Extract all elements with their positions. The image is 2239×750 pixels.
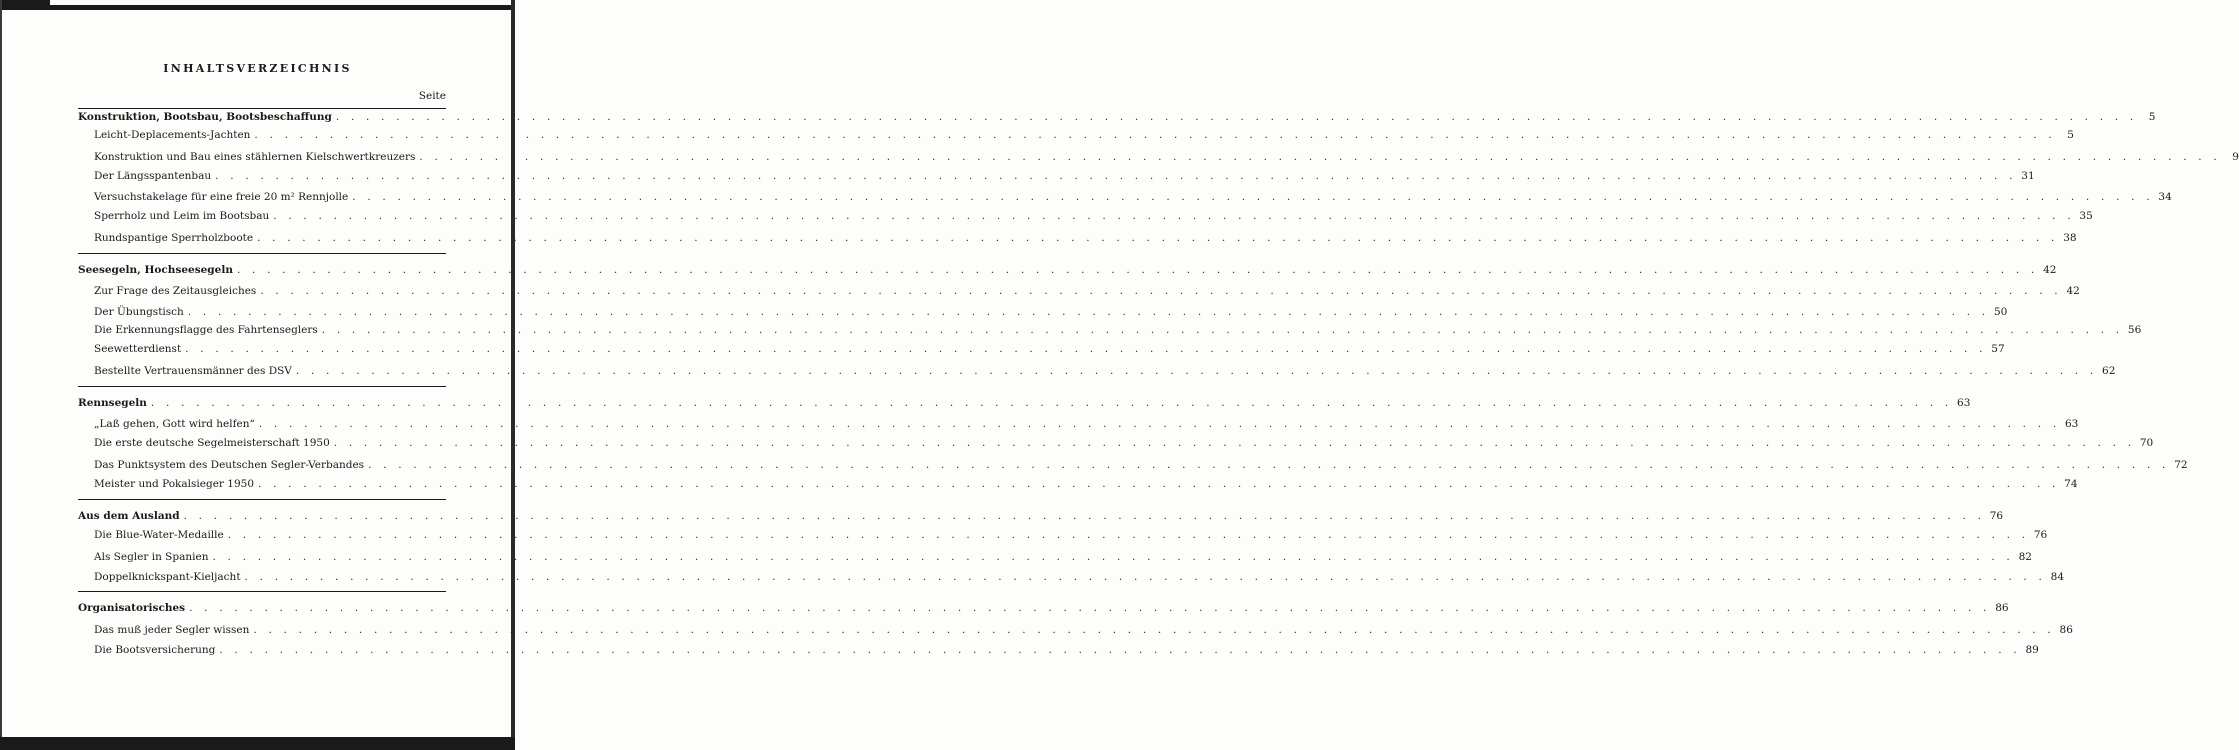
toc-entry xyxy=(94,570,2065,584)
dot-leader: . . . . . . . . . . . . . . . . . . . . . . . . . . . . . . . . . . . . . . . . . . . . . . . . . . . . . . . . . . . . . . . . . . . . . . . . . . . . . . . . . . . . . . . . . . . . . . . . . . . . . . . . . . . . . . . . . . . . . . . . xyxy=(352,191,2154,203)
entry-title: Versuchstakelage für eine freie 20 m² Rennjolle xyxy=(94,191,349,203)
dot-leader: . . . . . . . . . . . . . . . . . . . . . . . . . . . . . . . . . . . . . . . . . . . . . . . . . . . . . . . . . . . . . . . . . . . . . . . . . . . . . . . . . . . . . . . . . . . . . . . . . . . . . . . . . . . . . . . . . . . . . . . . xyxy=(333,437,2136,449)
section-title: Seesegeln, Hochseesegeln xyxy=(78,264,233,276)
entry-title: Meister und Pokalsieger 1950 xyxy=(94,478,255,490)
page-number: 86 xyxy=(2059,624,2073,636)
toc-section-heading xyxy=(78,263,2057,277)
dot-leader: . . . . . . . . . . . . . . . . . . . . . . . . . . . . . . . . . . . . . . . . . . . . . . . . . . . . . . . . . . . . . . . . . . . . . . . . . . . . . . . . . . . . . . . . . . . . . . . . . . . . . . . . . . . . . . . . . . . . . . . . xyxy=(212,551,2014,563)
toc-entry xyxy=(94,231,2077,245)
dot-leader: . . . . . . . . . . . . . . . . . . . . . . . . . . . . . . . . . . . . . . . . . . . . . . . . . . . . . . . . . . . . . . . . . . . . . . . . . . . . . . . . . . . . . . . . . . . . . . . . . . . . . . . . . . . . . . . . . . . . . . . . xyxy=(295,365,2098,377)
dot-leader: . . . . . . . . . . . . . . . . . . . . . . . . . . . . . . . . . . . . . . . . . . . . . . . . . . . . . . . . . . . . . . . . . . . . . . . . . . . . . . . . . . . . . . . . . . . . . . . . . . . . . . . . . . . . . . . . . . . . . . . . xyxy=(215,170,2017,182)
toc-section-heading xyxy=(78,110,2156,124)
entry-title: Als Segler in Spanien xyxy=(94,551,209,563)
toc-section-heading xyxy=(78,509,2004,523)
entry-title: Konstruktion und Bau eines stählernen Kielschwertkreuzers xyxy=(94,151,416,163)
toc-entry xyxy=(94,323,2142,337)
page-number: 82 xyxy=(2018,551,2032,563)
scan-left-edge xyxy=(0,0,2,750)
toc-entry xyxy=(94,477,2078,491)
entry-title: Die Bootsversicherung xyxy=(94,644,216,656)
page-number: 31 xyxy=(2021,170,2035,182)
page-number: 76 xyxy=(2033,529,2048,541)
dot-leader: . . . . . . . . . . . . . . . . . . . . . . . . . . . . . . . . . . . . . . . . . . . . . . . . . . . . . . . . . . . . . . . . . . . . . . . . . . . . . . . . . . . . . . . . . . . . . . . . . . . . . . . . . . . . . . . . . . . . . . . . xyxy=(227,529,2030,541)
dot-leader: . . . . . . . . . . . . . . . . . . . . . . . . . . . . . . . . . . . . . . . . . . . . . . . . . . . . . . . . . . . . . . . . . . . . . . . . . . . . . . . . . . . . . . . . . . . . . . . . . . . . . . . . . . . . . . . . . . . . . . . . xyxy=(419,151,2221,163)
entry-title: Der Übungstisch xyxy=(94,306,184,318)
page-number: 86 xyxy=(1995,602,2009,614)
dot-leader: . . . . . . . . . . . . . . . . . . . . . . . . . . . . . . . . . . . . . . . . . . . . . . . . . . . . . . . . . . . . . . . . . . . . . . . . . . . . . . . . . . . . . . . . . . . . . . . . . . . . . . . . . . . . . . . . . . . . . . . . xyxy=(187,306,1990,318)
toc-entry xyxy=(94,550,2032,564)
toc-section-heading xyxy=(78,601,2009,615)
entry-title: Die Blue-Water-Medaille xyxy=(94,529,224,541)
toc-entry xyxy=(94,458,2188,472)
dot-leader: . . . . . . . . . . . . . . . . . . . . . . . . . . . . . . . . . . . . . . . . . . . . . . . . . . . . . . . . . . . . . . . . . . . . . . . . . . . . . . . . . . . . . . . . . . . . . . . . . . . . . . . . . . . . . . . . . . . . . . . . xyxy=(244,571,2047,583)
entry-title: Leicht-Deplacements-Jachten xyxy=(94,129,251,141)
page-title: INHALTSVERZEICHNIS xyxy=(163,62,352,75)
toc-section-heading xyxy=(78,396,1971,410)
page-number: 9 xyxy=(2232,151,2239,163)
toc-entry xyxy=(94,364,2116,378)
page-number: 72 xyxy=(2174,459,2188,471)
dot-leader: . . . . . . . . . . . . . . . . . . . . . . . . . . . . . . . . . . . . . . . . . . . . . . . . . . . . . . . . . . . . . . . . . . . . . . . . . . . . . . . . . . . . . . . . . . . . . . . . . . . . . . . . . . . . . . . . . . . . . . . . xyxy=(258,478,2060,490)
toc-entry xyxy=(94,209,2093,223)
dot-leader: . . . . . . . . . . . . . . . . . . . . . . . . . . . . . . . . . . . . . . . . . . . . . . . . . . . . . . . . . . . . . . . . . . . . . . . . . . . . . . . . . . . . . . . . . . . . . . . . . . . . . . . . . . . . . . . . . . . . . . . . xyxy=(257,232,2059,244)
toc-entry xyxy=(94,623,2073,637)
page-number: 62 xyxy=(2102,365,2116,377)
section-title: Konstruktion, Bootsbau, Bootsbeschaffung xyxy=(78,111,332,123)
page-number: 50 xyxy=(1993,306,2008,318)
dot-leader: . . . . . . . . . . . . . . . . . . . . . . . . . . . . . . . . . . . . . . . . . . . . . . . . . . . . . . . . . . . . . . . . . . . . . . . . . . . . . . . . . . . . . . . . . . . . . . . . . . . . . . . . . . . . . . . . . . . . . . . . xyxy=(335,111,2138,123)
page-number: 70 xyxy=(2139,437,2154,449)
page-number: 76 xyxy=(1989,510,2004,522)
page-number: 34 xyxy=(2158,191,2172,203)
toc-entry xyxy=(94,150,2239,164)
toc-entry xyxy=(94,190,2172,204)
dot-leader: . . . . . . . . . . . . . . . . . . . . . . . . . . . . . . . . . . . . . . . . . . . . . . . . . . . . . . . . . . . . . . . . . . . . . . . . . . . . . . . . . . . . . . . . . . . . . . . . . . . . . . . . . . . . . . . . . . . . . . . . xyxy=(185,343,1987,355)
toc-entry xyxy=(94,305,2008,319)
toc-entry xyxy=(94,643,2039,657)
dot-leader: . . . . . . . . . . . . . . . . . . . . . . . . . . . . . . . . . . . . . . . . . . . . . . . . . . . . . . . . . . . . . . . . . . . . . . . . . . . . . . . . . . . . . . . . . . . . . . . . . . . . . . . . . . . . . . . . . . . . . . . . xyxy=(273,210,2075,222)
page-number: 84 xyxy=(2050,571,2065,583)
dot-leader: . . . . . . . . . . . . . . . . . . . . . . . . . . . . . . . . . . . . . . . . . . . . . . . . . . . . . . . . . . . . . . . . . . . . . . . . . . . . . . . . . . . . . . . . . . . . . . . . . . . . . . . . . . . . . . . . . . . . . . . . xyxy=(219,644,2021,656)
page-number: 57 xyxy=(1991,343,2005,355)
dot-leader: . . . . . . . . . . . . . . . . . . . . . . . . . . . . . . . . . . . . . . . . . . . . . . . . . . . . . . . . . . . . . . . . . . . . . . . . . . . . . . . . . . . . . . . . . . . . . . . . . . . . . . . . . . . . . . . . . . . . . . . . xyxy=(260,285,2062,297)
dot-leader: . . . . . . . . . . . . . . . . . . . . . . . . . . . . . . . . . . . . . . . . . . . . . . . . . . . . . . . . . . . . . . . . . . . . . . . . . . . . . . . . . . . . . . . . . . . . . . . . . . . . . . . . . . . . . . . . . . . . . . . . xyxy=(254,129,2056,141)
toc-entry xyxy=(94,169,2035,183)
entry-title: Doppelknickspant-Kieljacht xyxy=(94,571,241,583)
toc-entry xyxy=(94,284,2080,298)
page-number: 5 xyxy=(2148,111,2156,123)
section-title: Rennsegeln xyxy=(78,397,147,409)
page-number: 42 xyxy=(2043,264,2057,276)
section-rule xyxy=(78,499,446,500)
page-number: 63 xyxy=(2064,418,2079,430)
entry-title: Die Erkennungsflagge des Fahrtenseglers xyxy=(94,324,318,336)
scan-bottom-border xyxy=(0,737,515,750)
entry-title: „Laß gehen, Gott wird helfen“ xyxy=(94,418,255,430)
entry-title: Seewetterdienst xyxy=(94,343,182,355)
entry-title: Sperrholz und Leim im Bootsbau xyxy=(94,210,270,222)
dot-leader: . . . . . . . . . . . . . . . . . . . . . . . . . . . . . . . . . . . . . . . . . . . . . . . . . . . . . . . . . . . . . . . . . . . . . . . . . . . . . . . . . . . . . . . . . . . . . . . . . . . . . . . . . . . . . . . . . . . . . . . . xyxy=(321,324,2124,336)
page-number: 89 xyxy=(2025,644,2039,656)
entry-title: Rundspantige Sperrholzboote xyxy=(94,232,254,244)
entry-title: Das Punktsystem des Deutschen Segler-Verbandes xyxy=(94,459,365,471)
section-title: Aus dem Ausland xyxy=(78,510,180,522)
toc-entry xyxy=(94,128,2074,142)
section-rule xyxy=(78,386,446,387)
page-number: 56 xyxy=(2127,324,2142,336)
dot-leader: . . . . . . . . . . . . . . . . . . . . . . . . . . . . . . . . . . . . . . . . . . . . . . . . . . . . . . . . . . . . . . . . . . . . . . . . . . . . . . . . . . . . . . . . . . . . . . . . . . . . . . . . . . . . . . . . . . . . . . . . xyxy=(236,264,2039,276)
page-number: 35 xyxy=(2079,210,2093,222)
dot-leader: . . . . . . . . . . . . . . . . . . . . . . . . . . . . . . . . . . . . . . . . . . . . . . . . . . . . . . . . . . . . . . . . . . . . . . . . . . . . . . . . . . . . . . . . . . . . . . . . . . . . . . . . . . . . . . . . . . . . . . . . xyxy=(150,397,1953,409)
section-rule xyxy=(78,591,446,592)
page-number: 74 xyxy=(2064,478,2078,490)
page-number: 5 xyxy=(2067,129,2074,141)
toc-entry xyxy=(94,417,2079,431)
page-number: 38 xyxy=(2063,232,2077,244)
entry-title: Der Längsspantenbau xyxy=(94,170,212,182)
scan-top-border xyxy=(0,0,515,10)
section-rule xyxy=(78,253,446,254)
entry-title: Die erste deutsche Segelmeisterschaft 1950 xyxy=(94,437,330,449)
dot-leader: . . . . . . . . . . . . . . . . . . . . . . . . . . . . . . . . . . . . . . . . . . . . . . . . . . . . . . . . . . . . . . . . . . . . . . . . . . . . . . . . . . . . . . . . . . . . . . . . . . . . . . . . . . . . . . . . . . . . . . . . xyxy=(183,510,1986,522)
entry-title: Zur Frage des Zeitausgleiches xyxy=(94,285,257,297)
toc-entry xyxy=(94,436,2154,450)
header-rule xyxy=(78,108,446,109)
page-number: 42 xyxy=(2066,285,2080,297)
dot-leader: . . . . . . . . . . . . . . . . . . . . . . . . . . . . . . . . . . . . . . . . . . . . . . . . . . . . . . . . . . . . . . . . . . . . . . . . . . . . . . . . . . . . . . . . . . . . . . . . . . . . . . . . . . . . . . . . . . . . . . . . xyxy=(258,418,2061,430)
page-column-label: Seite xyxy=(418,90,446,102)
page-number: 63 xyxy=(1957,397,1971,409)
toc-entry xyxy=(94,342,2005,356)
entry-title: Das muß jeder Segler wissen xyxy=(94,624,250,636)
dot-leader: . . . . . . . . . . . . . . . . . . . . . . . . . . . . . . . . . . . . . . . . . . . . . . . . . . . . . . . . . . . . . . . . . . . . . . . . . . . . . . . . . . . . . . . . . . . . . . . . . . . . . . . . . . . . . . . . . . . . . . . . xyxy=(368,459,2170,471)
toc-entry xyxy=(94,528,2048,542)
entry-title: Bestellte Vertrauensmänner des DSV xyxy=(94,365,292,377)
dot-leader: . . . . . . . . . . . . . . . . . . . . . . . . . . . . . . . . . . . . . . . . . . . . . . . . . . . . . . . . . . . . . . . . . . . . . . . . . . . . . . . . . . . . . . . . . . . . . . . . . . . . . . . . . . . . . . . . . . . . . . . . xyxy=(253,624,2055,636)
section-title: Organisatorisches xyxy=(78,602,186,614)
dot-leader: . . . . . . . . . . . . . . . . . . . . . . . . . . . . . . . . . . . . . . . . . . . . . . . . . . . . . . . . . . . . . . . . . . . . . . . . . . . . . . . . . . . . . . . . . . . . . . . . . . . . . . . . . . . . . . . . . . . . . . . . xyxy=(189,602,1991,614)
